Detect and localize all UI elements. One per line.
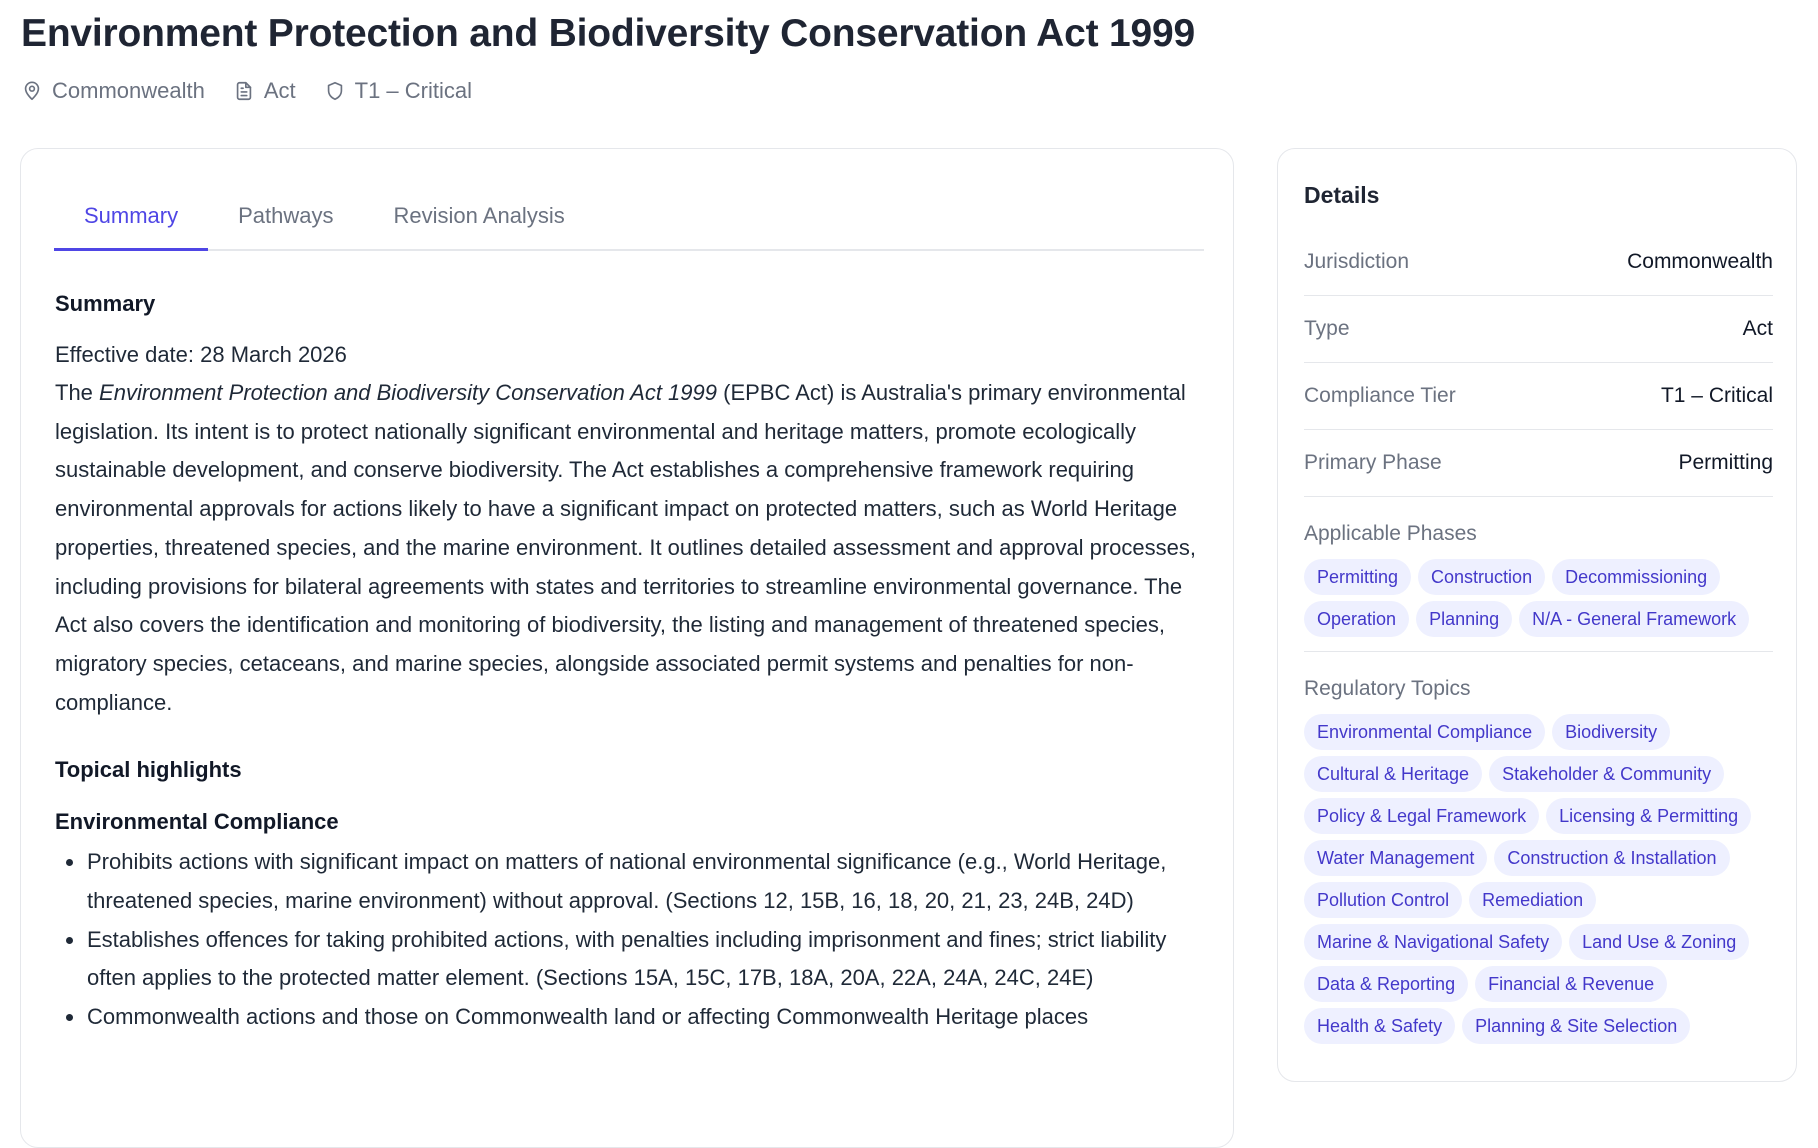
meta-type-label: Act — [263, 78, 296, 103]
phase-chip[interactable]: N/A - General Framework — [1519, 601, 1749, 637]
topic-chip[interactable]: Remediation — [1469, 882, 1596, 918]
phase-chip[interactable]: Operation — [1304, 601, 1409, 637]
details-list — [1304, 229, 1773, 497]
act-name-italic: Environment Protection and Biodiversity Conservation Act 1999 — [99, 380, 717, 405]
detail-label: Primary Phase — [1304, 451, 1442, 474]
summary-intro-body: (EPBC Act) is Australia's primary environmental legislation. Its intent is to protect nationally significant environmental and heritage matters, promote ecologically sustainable development, and conserve biodiversity. The Act establishes a comprehensive framework requiring environmental approvals for actions likely to have a significant impact on protected matters, such as World Heritage properties, threatened species, and the marine environment. It outlines detailed assessment and approval processes, including provisions for bilateral agreements with states and territories to streamline environmental governance. The Act also covers the identification and monitoring of biodiversity, the listing and management of threatened species, migratory species, cetaceans, and marine species, alongside associated permit systems and penalties for non-compliance. — [55, 380, 1196, 715]
page-title: Environment Protection and Biodiversity Conservation Act 1999 — [21, 12, 1195, 55]
topic-chip[interactable]: Policy & Legal Framework — [1304, 798, 1539, 834]
topic-chip[interactable]: Data & Reporting — [1304, 966, 1468, 1002]
location-pin-icon — [21, 80, 43, 102]
phase-chip[interactable]: Decommissioning — [1552, 559, 1720, 595]
regulatory-topics-label: Regulatory Topics — [1304, 677, 1471, 700]
topic-chip[interactable]: Marine & Navigational Safety — [1304, 924, 1562, 960]
summary-intro-prefix: The — [55, 380, 100, 405]
highlights-list — [55, 843, 1205, 1037]
summary-heading: Summary — [55, 291, 156, 316]
regulatory-topics-group — [1304, 652, 1773, 1058]
meta-jurisdiction-label: Commonwealth — [52, 78, 205, 103]
meta-tier-label: T1 – Critical — [354, 78, 472, 103]
details-inner — [1304, 179, 1773, 1058]
details-title: Details — [1304, 182, 1380, 208]
list-item: Establishes offences for taking prohibited actions, with penalties including imprisonment and fines; strict liability often applies to the protected matter element. (Sections 15A, 15C, 17B, 18A, 20A, 22A, 24A, 24C, 24E) — [55, 921, 1205, 998]
details-panel — [1277, 148, 1797, 1082]
document-icon — [233, 80, 255, 102]
applicable-phases-group — [1304, 497, 1773, 652]
meta-jurisdiction — [21, 78, 205, 104]
topic-chip[interactable]: Planning & Site Selection — [1462, 1008, 1690, 1044]
topic-chip[interactable]: Land Use & Zoning — [1569, 924, 1749, 960]
phase-chips — [1304, 559, 1773, 637]
meta-row — [21, 78, 500, 104]
section-heading-environmental-compliance: Environmental Compliance — [55, 809, 339, 835]
tab-pathways[interactable]: Pathways — [238, 203, 334, 228]
topic-chip[interactable]: Licensing & Permitting — [1546, 798, 1751, 834]
detail-row-primary-phase — [1304, 430, 1773, 497]
meta-tier — [324, 78, 472, 104]
list-item: Prohibits actions with significant impact on matters of national environmental significance (e.g., World Heritage, threatened species, marine environment) without approval. (Sections 12, 15B, 16, 18, 20, 21, 23, 24B, 24D) — [55, 843, 1205, 920]
detail-label: Type — [1304, 317, 1350, 340]
detail-label: Jurisdiction — [1304, 250, 1410, 273]
detail-value: Commonwealth — [1627, 250, 1773, 273]
meta-type — [233, 78, 296, 104]
topic-chip[interactable]: Health & Safety — [1304, 1008, 1455, 1044]
effective-date: Effective date: 28 March 2026 — [55, 342, 347, 367]
detail-value: Act — [1742, 317, 1773, 340]
main-card — [20, 148, 1234, 1148]
list-item: Commonwealth actions and those on Commonwealth land or affecting Commonwealth Heritage places — [55, 998, 1205, 1037]
phase-chip[interactable]: Construction — [1418, 559, 1545, 595]
summary-content — [55, 289, 1205, 1037]
phase-chip[interactable]: Permitting — [1304, 559, 1411, 595]
topic-chips — [1304, 714, 1773, 1044]
topic-chip[interactable]: Stakeholder & Community — [1489, 756, 1724, 792]
tab-revision-analysis[interactable]: Revision Analysis — [393, 203, 565, 228]
detail-value: Permitting — [1678, 451, 1773, 474]
topic-chip[interactable]: Pollution Control — [1304, 882, 1462, 918]
detail-label: Compliance Tier — [1304, 384, 1456, 407]
topic-chip[interactable]: Biodiversity — [1552, 714, 1670, 750]
detail-row-type — [1304, 296, 1773, 363]
shield-icon — [324, 80, 346, 102]
topic-chip[interactable]: Construction & Installation — [1494, 840, 1729, 876]
tab-bar — [54, 201, 1204, 251]
topic-chip[interactable]: Water Management — [1304, 840, 1487, 876]
tab-summary[interactable]: Summary — [54, 201, 208, 251]
topic-chip[interactable]: Cultural & Heritage — [1304, 756, 1482, 792]
topical-highlights-heading: Topical highlights — [55, 757, 242, 783]
applicable-phases-label: Applicable Phases — [1304, 522, 1477, 545]
topic-chip[interactable]: Environmental Compliance — [1304, 714, 1545, 750]
detail-row-compliance-tier — [1304, 363, 1773, 430]
detail-value: T1 – Critical — [1660, 384, 1773, 407]
phase-chip[interactable]: Planning — [1416, 601, 1512, 637]
topic-chip[interactable]: Financial & Revenue — [1475, 966, 1667, 1002]
detail-row-jurisdiction — [1304, 229, 1773, 296]
summary-paragraph — [55, 374, 1205, 722]
